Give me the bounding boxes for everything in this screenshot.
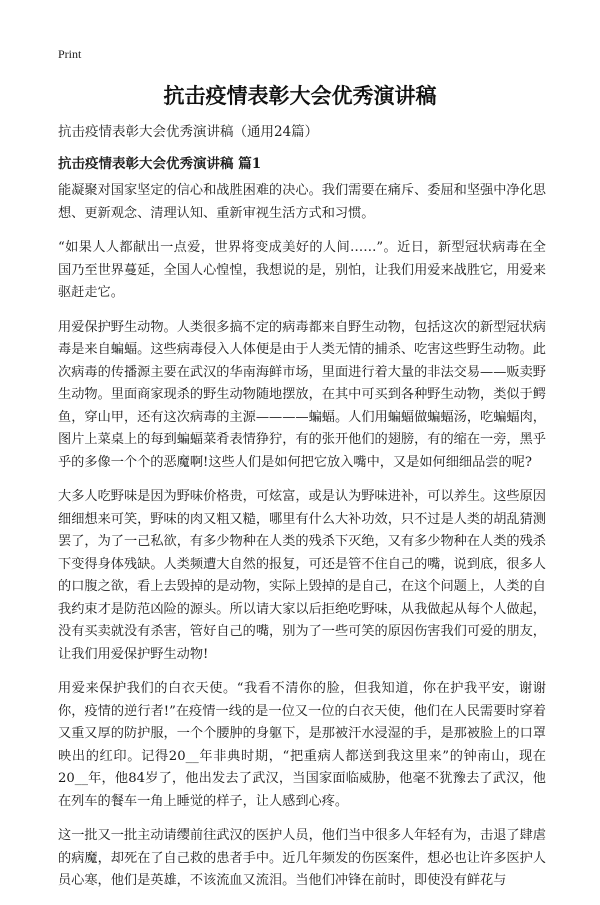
print-link[interactable]: Print [58, 47, 82, 61]
paragraph-4: 大多人吃野味是因为野味价格贵，可炫富，或是认为野味进补，可以养生。这些原因细细想来可笑，野味的肉又粗又糙，哪里有什么大补功效，只不过是人类的胡乱猜测罢了，为了一己私欲，有多少物种在人类的残杀下灭绝，又有多少物种在人类的残杀下变得身体残缺。人类频遭大自然的报复，可还是管不住自己的嘴，说到底，很多人的口腹之欲，看上去毁掉的是动物，实际上毁掉的是自己，在这个问题上，人类的自我约束才是防范凶险的源头。所以请大家以后拒绝吃野味，从我做起从每个人做起，没有买卖就没有杀害，管好自己的嘴，别为了一些可笑的原因伤害我们可爱的朋友，让我们用爱保护野生动物! [58, 489, 546, 662]
paragraph-2: “如果人人都献出一点爱，世界将变成美好的人间……”。近日，新型冠状病毒在全国乃至世界蔓延，全国人心惶惶，我想说的是，别怕，让我们用爱来战胜它，用爱来驱赶走它。 [58, 240, 546, 300]
paragraph-6: 这一批又一批主动请缨前往武汉的医护人员，他们当中很多人年轻有为，击退了肆虐的病魔，却死在了自己救的患者手中。近几年频发的伤医案件，想必也让许多医护人员心寒，他们是英雄，不该流血又流泪。当他们冲锋在前时，即使没有鲜花与 [58, 828, 546, 888]
paragraph-5: 用爱来保护我们的白衣天使。“我看不清你的脸，但我知道，你在护我平安，谢谢你，疫情的逆行者!”在疫情一线的是一位又一位的白衣天使，他们在人民需要时穿着又重又厚的防护服，一个个腰肿的身躯下，是那被汗水浸湿的手，是那被脸上的口罩映出的红印。记得20__年非典时期，“把重病人都送到我这里来”的钟南山，现在20__年，他84岁了，他出发去了武汉，当国家面临威胁，他毫不犹豫去了武汉，他在列车的餐车一角上睡觉的样子，让人感到心疼。 [58, 681, 546, 809]
paragraph-3: 用爱保护野生动物。人类很多搞不定的病毒都来自野生动物，包括这次的新型冠状病毒是来自蝙蝠。这些病毒侵入人体便是由于人类无情的捕杀、吃害这些野生动物。此次病毒的传播源主要在武汉的华南海鲜市场，里面进行着大量的非法交易——贩卖野生动物。里面商家现杀的野生动物随地摆放，在其中可买到各种野生动物，类似于鳄鱼，穿山甲，还有这次病毒的主源————蝙蝠。人们用蝙蝠做蝙蝠汤，吃蝙蝠肉，图片上菜桌上的每到蝙蝠菜肴表情狰狞，有的张开他们的翅膀，有的缩在一旁，黑乎乎的多像一个个的恶魔啊!这些人们是如何把它放入嘴中，又是如何细细品尝的呢? [58, 319, 546, 470]
section-heading: 抗击疫情表彰大会优秀演讲稿 篇1 [58, 156, 262, 172]
document-subtitle: 抗击疫情表彰大会优秀演讲稿（通用24篇） [58, 124, 319, 140]
page-title: 抗击疫情表彰大会优秀演讲稿 [163, 84, 437, 108]
paragraph-1: 能凝聚对国家坚定的信心和战胜困难的决心。我们需要在痛斥、委屈和坚强中净化思想、更新观念、清理认知、重新审视生活方式和习惯。 [58, 183, 546, 221]
article-body [58, 180, 546, 905]
